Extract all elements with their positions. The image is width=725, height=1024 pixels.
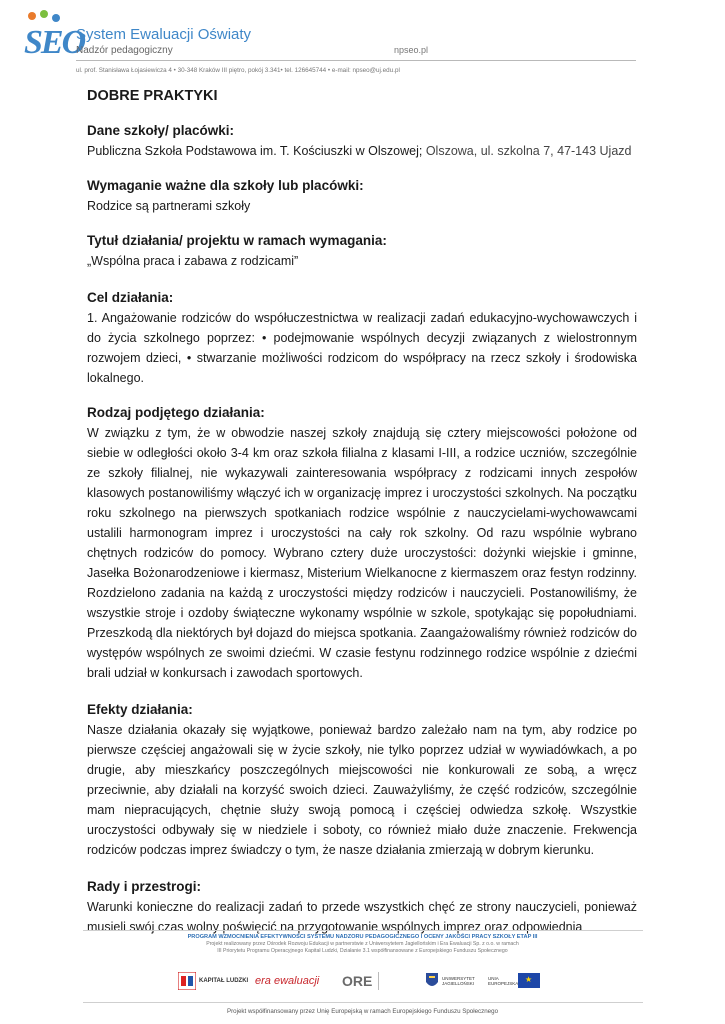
letterhead [24, 10, 704, 80]
school-name: Publiczna Szkoła Podstawowa im. T. Kościuszki w Olszowej; [87, 144, 423, 158]
kapital-ludzki-icon [178, 972, 196, 990]
header-divider [76, 60, 636, 61]
goal-text: 1. Angażowanie rodziców do współuczestnictwa w realizacji zadań edukacyjno-wychowawczych i do życia szkolnego poprzez: • podejmowanie wspólnych decyzji związanych z wielostronnym rozwojem dzieci, • stwarzanie możliwości rodzicom do współpracy na rzecz szkoły i środowiska lokalnego. [87, 311, 637, 385]
tips-heading: Rady i przestrogi: [87, 879, 202, 894]
sponsor-logos [0, 968, 725, 998]
footer-divider-bottom [83, 1002, 643, 1003]
school-info [87, 141, 637, 161]
requirement-heading: Wymaganie ważne dla szkoły lub placówki: [87, 178, 364, 193]
effects-heading: Efekty działania: [87, 702, 193, 717]
footer-divider [83, 930, 643, 931]
eu-logo [488, 968, 519, 994]
contact-address: ul. prof. Stanisława Łojasiewicza 4 • 30-348 Kraków III piętro, pokój 3.341• tel. 126645744 • e-mail: npseo@uj.edu.pl [76, 67, 400, 74]
program-title: PROGRAM WZMOCNIENIA EFEKTYWNOŚCI SYSTEMU NADZORU PEDAGOGICZNEGO I OCENY JAKOŚCI PRACY SZKOŁY ETAP III [187, 934, 538, 940]
kapital-ludzki-logo [178, 968, 248, 994]
website-link[interactable]: npseo.pl [394, 45, 429, 55]
requirement-text: Rodzice są partnerami szkoły [87, 199, 251, 213]
seo-logo [24, 10, 85, 66]
ore-logo [342, 968, 395, 994]
action-text: W związku z tym, że w obwodzie naszej szkoły znajdują się cztery miejscowości położone od siebie w odległości około 3-4 km oraz szkoła filialna z klasami I-III, a rodzice uczniów, szczególnie ze szkoły filialnej, nie wykazywali zainteresowania współpracy z rodzicami innych zespołów klasowych postanowiliśmy włączyć ich w organizację imprez i uroczystości szkolnych. Na początku roku szkolnego na pierwszych spotkaniach rodzice wspólnie z nauczycielami-wychowawcami ustalili harmonogram imprez i uroczystości na cały rok szkolny. Od razu wspólnie wybrano chętnych rodziców do pomocy. Wybrano cztery duże uroczystości: dożynki wiejskie i gminne, Jasełka Bożonarodzeniowe i kiermasz, Misterium Wielkanocne z kiermaszem oraz festyn rodzinny. Rozdzielono zadania na każdą z uroczystości między rodziców i nauczycieli. Postanowiliśmy, że wszystkie stroje i ozdoby świąteczne wykonamy wspólnie w szkole, spotykając się popołudniami. Przeszkodą dla niektórych był dojazd do miejsca spotkania. Zaangażowaliśmy również rodziców do występów wspólnych ze swoimi dziećmi. W czasie festynu rodzinnego rodzice wspólnie z dziećmi brali udział w konkursach i zawodach sportowych. [87, 426, 637, 680]
page-footer [0, 930, 725, 1015]
brand-subtitle: Nadzór pedagogiczny [76, 45, 173, 56]
uj-crest-icon [425, 972, 439, 990]
eu-label: UNIA EUROPEJSKA [488, 976, 519, 986]
document-title: DOBRE PRAKTYKI [87, 88, 218, 104]
cofinancing-note: Projekt współfinansowany przez Unię Europejską w ramach Europejskiego Funduszu Społecznego [226, 1008, 499, 1015]
logo-text: SEO [24, 24, 85, 61]
ore-label: ORE [342, 973, 373, 989]
document-body [87, 88, 637, 937]
eu-flag-icon [518, 973, 540, 988]
goal-heading: Cel działania: [87, 290, 174, 305]
school-address: Olszowa, ul. szkolna 7, 47-143 Ujazd [425, 144, 632, 158]
effects-text: Nasze działania okazały się wyjątkowe, ponieważ bardzo zależało nam na tym, aby rodzice po pierwsze częściej angażowali się w życie szkoły, nie tylko poprzez udział w wywiadówkach, a po drugie, aby mieszkańcy poszczególnych miejscowości nie konkurowali ze sobą, a wręcz przeciwnie, aby działali na korzyść swoich dzieci. Zauważyliśmy, że część rodziców, szczególnie mam niepracujących, chętnie służy swoją pomocą i częściej odwiedza szkołę. Wszystkie uroczystości odbywały się w niedziele i soboty, co również miało duże znaczenie. Frekwencja rodziców podczas imprez świadczy o tym, że nasze działania zmierzają w dobrym kierunku. [87, 723, 637, 857]
era-ewaluacji-label: era ewaluacji [255, 975, 320, 987]
project-text: „Wspólna praca i zabawa z rodzicami” [87, 254, 299, 268]
era-ewaluacji-logo [255, 968, 319, 994]
uj-logo [425, 968, 478, 994]
tips-text: Warunki konieczne do realizacji zadań to przede wszystkich chęć ze strony nauczycieli, ponieważ musieli swój czas wolny poświęcić na przygotowanie wspólnych imprez oraz odpowiednia [87, 900, 637, 934]
school-heading: Dane szkoły/ placówki: [87, 123, 235, 138]
project-partners: Projekt realizowany przez Ośrodek Rozwoju Edukacji w partnerstwie z Uniwersytetem Jagiellońskim i Era Ewaluacji Sp. z o.o. w ramach [206, 941, 519, 947]
project-heading: Tytuł działania/ projektu w ramach wymagania: [87, 233, 387, 248]
project-priority: III Priorytetu Programu Operacyjnego Kapitał Ludzki, Działanie 3.1 współfinansowane z Europejskiego Funduszu Społecznego [217, 948, 508, 954]
action-heading: Rodzaj podjętego działania: [87, 405, 265, 420]
brand-name: System Ewaluacji Oświaty [76, 26, 252, 43]
kapital-ludzki-label: KAPITAŁ LUDZKI [199, 978, 249, 984]
uj-label: UNIWERSYTET JAGIELLOŃSKI [442, 976, 475, 986]
